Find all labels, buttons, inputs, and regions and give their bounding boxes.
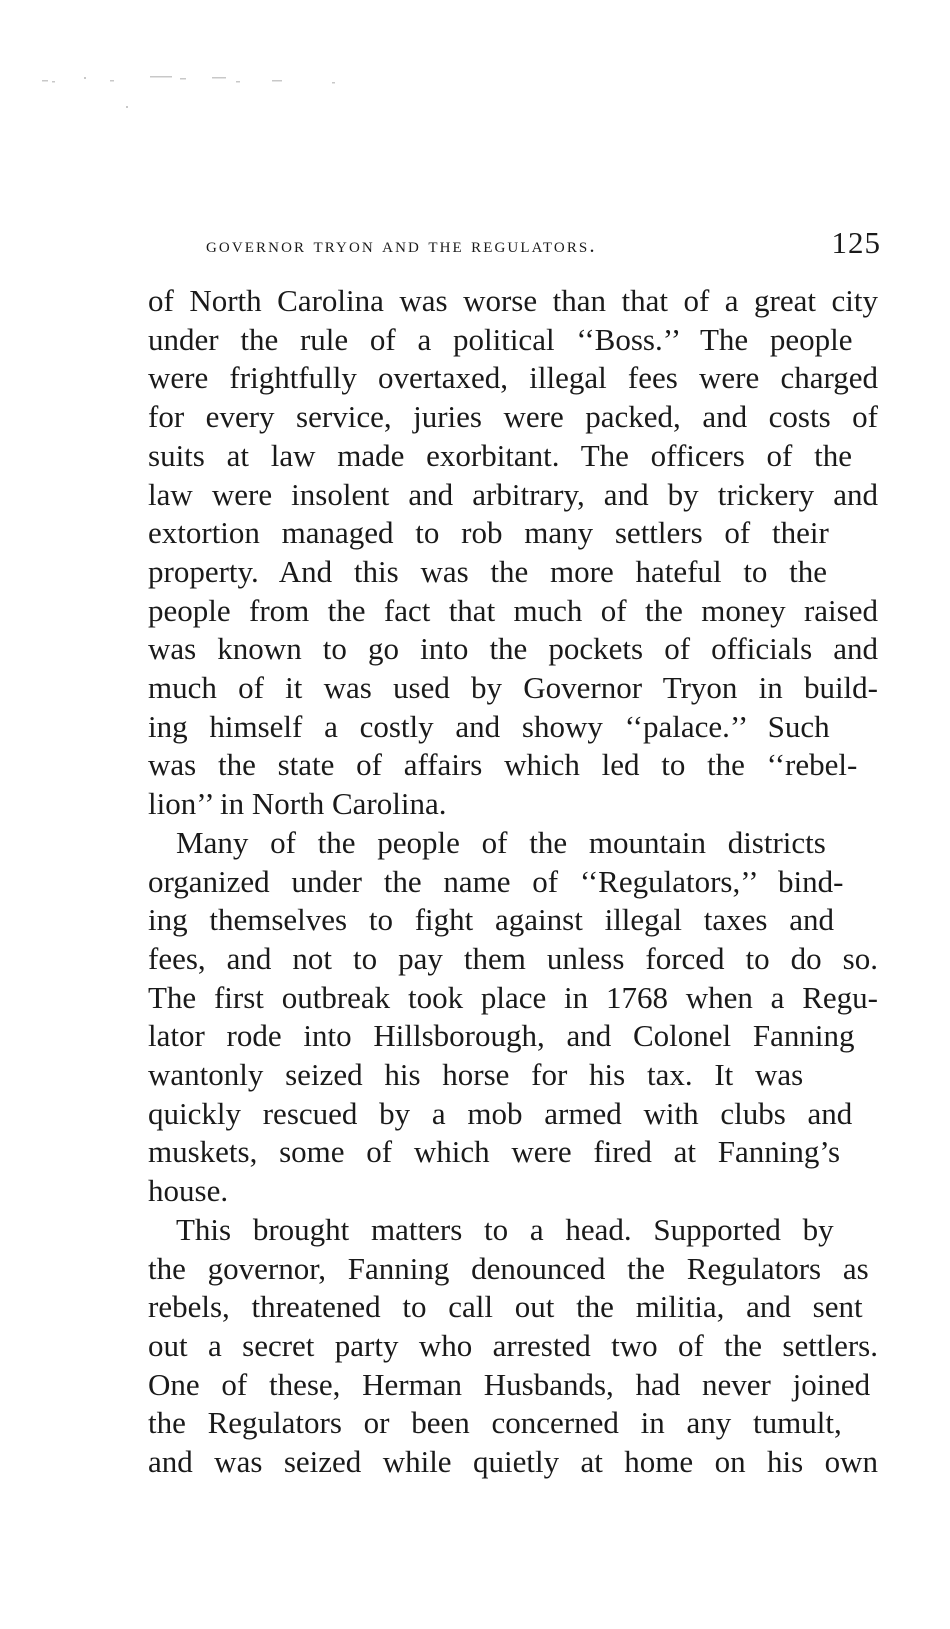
text-line: lator rode into Hillsborough, and Colonel Fanning: [148, 1018, 855, 1054]
running-head: [206, 225, 881, 265]
text-line: out a secret party who arrested two of the settlers.: [148, 1327, 878, 1363]
text-line: property. And this was the more hateful to the: [148, 553, 828, 589]
text-line: suits at law made exorbitant. The officers of the: [148, 437, 852, 473]
text-line: rebels, threatened to call out the militia, and sent: [148, 1289, 863, 1325]
paragraph-1: [148, 282, 878, 824]
text-line: for every service, juries were packed, and costs of: [148, 399, 878, 435]
running-title: governor tryon and the regulators.: [206, 233, 597, 257]
text-line: under the rule of a political ‘‘Boss.’’ The people: [148, 321, 853, 357]
text-line: ing himself a costly and showy ‘‘palace.’’ Such: [148, 708, 830, 744]
text-line: and was seized while quietly at home on his own: [148, 1444, 878, 1480]
text-line: the governor, Fanning denounced the Regulators as: [148, 1250, 869, 1286]
text-line: quickly rescued by a mob armed with clubs and: [148, 1095, 853, 1131]
text-line: Many of the people of the mountain districts: [176, 824, 826, 860]
text-line: were frightfully overtaxed, illegal fees were charged: [148, 360, 878, 396]
text-line: people from the fact that much of the money raised: [148, 592, 878, 628]
text-line: This brought matters to a head. Supported by: [176, 1211, 834, 1247]
text-line: law were insolent and arbitrary, and by trickery and: [148, 476, 878, 512]
paragraph-2: [148, 824, 878, 1211]
text-line: muskets, some of which were fired at Fanning’s: [148, 1134, 841, 1170]
text-line: house.: [148, 1173, 229, 1209]
scan-specks-decoration: [40, 72, 360, 112]
text-line: much of it was used by Governor Tryon in build-: [148, 670, 878, 706]
text-line: One of these, Herman Husbands, had never joined: [148, 1366, 871, 1402]
text-line: The first outbreak took place in 1768 when a Regu-: [148, 979, 878, 1015]
body-text: [148, 282, 878, 1482]
text-line: of North Carolina was worse than that of a great city: [148, 283, 878, 318]
text-line: the Regulators or been concerned in any tumult,: [148, 1405, 842, 1441]
text-line: ing themselves to fight against illegal taxes and: [148, 902, 835, 938]
text-line: lion’’ in North Carolina.: [148, 786, 447, 822]
text-line: was the state of affairs which led to the ‘‘rebel-: [148, 747, 858, 783]
page-number: 125: [831, 225, 881, 260]
text-line: organized under the name of ‘‘Regulators,’’ bind-: [148, 863, 844, 899]
text-line: extortion managed to rob many settlers of their: [148, 515, 829, 551]
text-line: wantonly seized his horse for his tax. It was: [148, 1057, 804, 1093]
text-line: was known to go into the pockets of officials and: [148, 631, 878, 667]
text-line: fees, and not to pay them unless forced to do so.: [148, 940, 878, 976]
paragraph-3: [148, 1211, 878, 1482]
